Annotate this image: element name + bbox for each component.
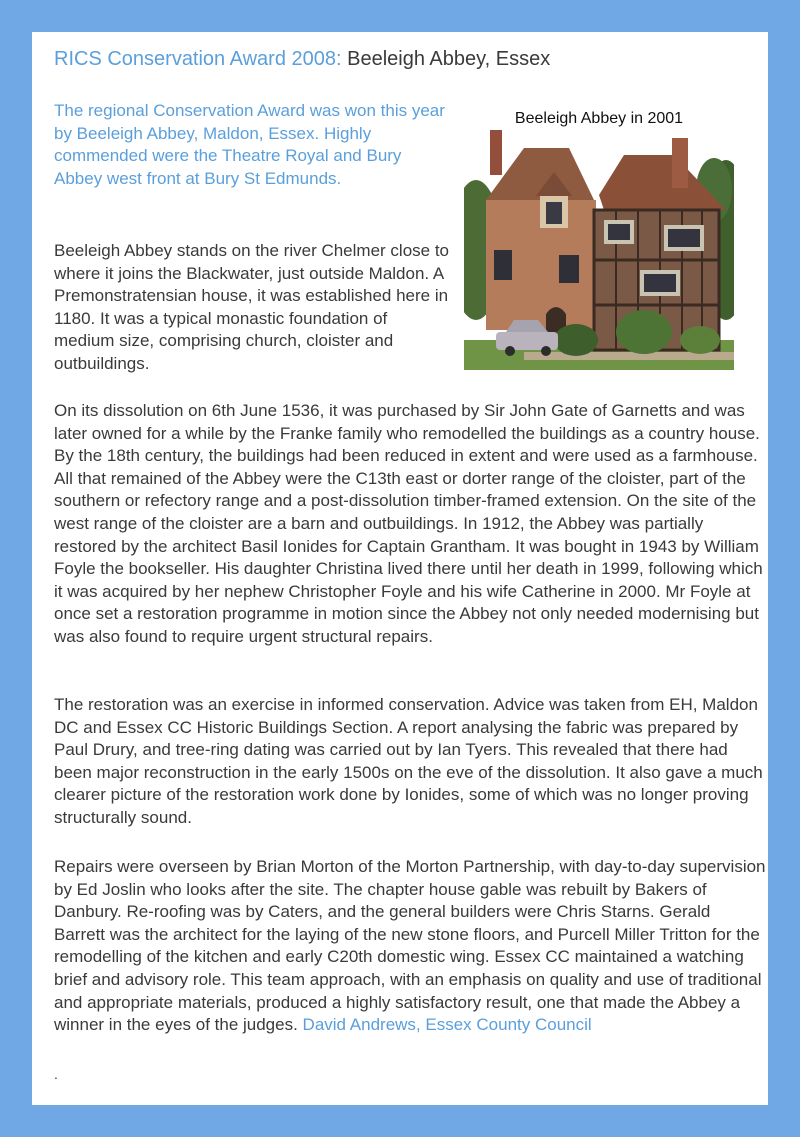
photo-caption: Beeleigh Abbey in 2001 <box>514 110 684 127</box>
paragraph-history-intro: Beeleigh Abbey stands on the river Chelmer close to where it joins the Blackwater, just outside Maldon. A Premonstratensian house, it was established here in 1180. It was a typical monastic foundation of medium size, comprising church, cloister and outbuildings. <box>54 241 450 373</box>
abbey-illustration <box>464 100 734 370</box>
stray-period: . <box>54 1066 58 1082</box>
intro-paragraph: The regional Conservation Award was won this year by Beeleigh Abbey, Maldon, Essex. Highly commended were the Theatre Royal and Bury Abbey west front at Bury St Edmunds. <box>54 101 445 188</box>
repairs-text: Repairs were overseen by Brian Morton of the Morton Partnership, with day-to-day supervision by Ed Joslin who looks after the site. The chapter house gable was rebuilt by Bakers of Danbury. Re-roofing was by Caters, and the general builders were Chris Starns. Gerald Barrett was the architect for the laying of the new stone floors, and Purcell Miller Tritton for the remodelling of the kitchen and early C20th domestic wing. Essex CC maintained a watching brief and advisory role. This team approach, with an emphasis on quality and use of traditional and appropriate materials, produced a highly satisfactory result, one that made the Abbey a winner in the eyes of the judges. <box>54 857 766 1035</box>
award-title: RICS Conservation Award 2008: <box>54 48 342 70</box>
abbey-photo <box>464 100 734 370</box>
paragraph-restoration: The restoration was an exercise in informed conservation. Advice was taken from EH, Maldon DC and Essex CC Historic Buildings Section. A report analysing the fabric was prepared by Paul Drury, and tree-ring dating was carried out by Ian Tyers. This revealed that there had been major reconstruction in the early 1500s on the eve of the dissolution. It also gave a much clearer picture of the restoration work done by Ionides, some of which was no longer proving structurally sound. <box>54 695 763 827</box>
paragraph-repairs <box>54 856 766 1037</box>
page-title <box>54 48 550 71</box>
document-page <box>32 32 768 1105</box>
paragraph-dissolution: On its dissolution on 6th June 1536, it was purchased by Sir John Gate of Garnetts and was later owned for a while by the Franke family who remodelled the buildings as a country house. By the 18th century, the buildings had been reduced in extent and were used as a farmhouse. All that remained of the Abbey were the C13th east or dorter range of the cloister, part of the southern or refectory range and a post-dissolution timber-framed extension. On the site of the west range of the cloister are a barn and outbuildings. In 1912, the Abbey was partially restored by the architect Basil Ionides for Captain Grantham. It was bought in 1943 by William Foyle the bookseller. His daughter Christina lived there until her death in 1999, following which it was acquired by her nephew Christopher Foyle and his wife Catherine in 2000. Mr Foyle at once set a restoration programme in motion since the Abbey not only needed modernising but was also found to require urgent structural repairs. <box>54 401 763 646</box>
site-name: Beeleigh Abbey, Essex <box>347 48 551 70</box>
author-credit: David Andrews, Essex County Council <box>302 1015 592 1035</box>
